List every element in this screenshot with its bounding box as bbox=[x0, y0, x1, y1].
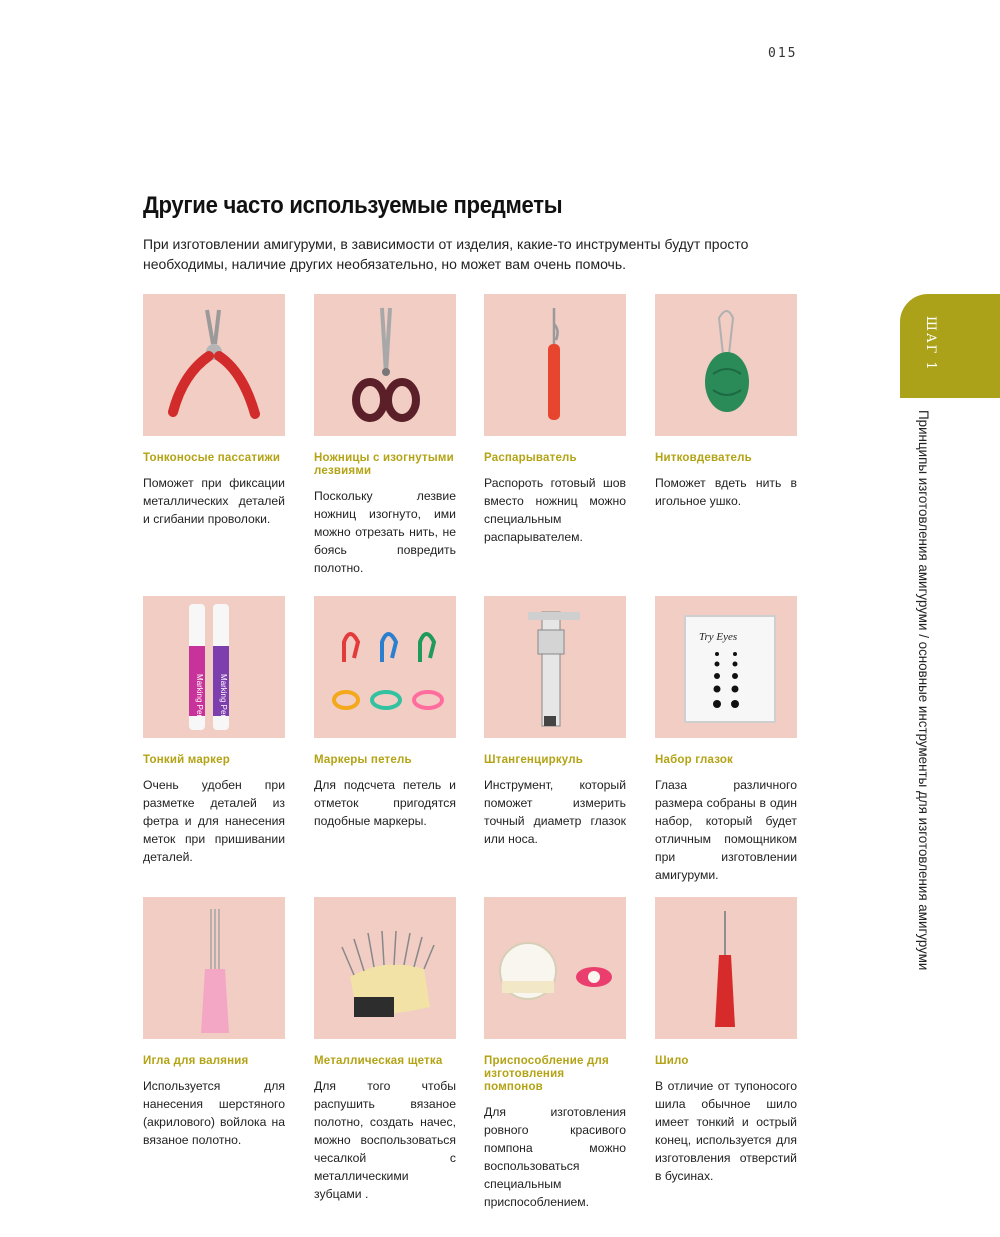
page-title: Другие часто используемые предметы bbox=[143, 192, 563, 219]
tools-grid bbox=[143, 294, 798, 1209]
tool-photo bbox=[655, 897, 797, 1039]
stitch-marker-icon bbox=[314, 596, 456, 738]
tool-description: Глаза различного размера собраны в один набор, который будет отличным помощником при изготовлении амигуруми. bbox=[655, 778, 797, 882]
tool-photo bbox=[143, 897, 285, 1039]
tool-title: Приспособление для изготовления помпонов bbox=[484, 1055, 609, 1093]
tool-title: Шило bbox=[655, 1055, 689, 1067]
tool-photo bbox=[655, 294, 797, 436]
tool-title: Нитковдеватель bbox=[655, 452, 752, 464]
tool-photo bbox=[655, 596, 797, 738]
tool-card bbox=[655, 897, 797, 1185]
pliers-icon bbox=[143, 294, 285, 436]
tool-card bbox=[484, 596, 626, 848]
tool-photo bbox=[484, 596, 626, 738]
tool-title: Набор глазок bbox=[655, 754, 734, 766]
tool-photo bbox=[484, 294, 626, 436]
seam-ripper-icon bbox=[484, 294, 626, 436]
marker-icon bbox=[143, 596, 285, 738]
tool-card bbox=[143, 897, 285, 1149]
intro-paragraph: При изготовлении амигуруми, в зависимости от изделия, какие-то инструменты будут просто необходимы, наличие других необязательно, но может вам очень помочь. bbox=[143, 236, 749, 272]
caliper-icon bbox=[484, 596, 626, 738]
wire-brush-icon bbox=[314, 897, 456, 1039]
felting-needle-icon bbox=[143, 897, 285, 1039]
tool-description: Поможет при фиксации металлических деталей и сгибании проволоки. bbox=[143, 476, 285, 526]
tool-title: Тонкий маркер bbox=[143, 754, 230, 766]
tool-title: Штангенциркуль bbox=[484, 754, 584, 766]
tool-title: Игла для валяния bbox=[143, 1055, 249, 1067]
tool-description: Поможет вдеть нить в игольное ушко. bbox=[655, 476, 797, 508]
tool-title: Маркеры петель bbox=[314, 754, 412, 766]
tool-title: Тонконосые пассатижи bbox=[143, 452, 281, 464]
scissors-icon bbox=[314, 294, 456, 436]
tool-description: Для подсчета петель и отметок пригодятся подобные маркеры. bbox=[314, 778, 456, 828]
eye-set-label: Try Eyes bbox=[699, 631, 738, 643]
tool-description: В отличие от тупоносого шила обычное шило имеет тонкий и острый конец, используется для изготовления отверстий в бусинах. bbox=[655, 1079, 797, 1183]
marker-label: Marking Pen bbox=[195, 674, 204, 719]
tool-description: Очень удобен при разметке деталей из фетра и для нанесения меток при пришивании деталей. bbox=[143, 778, 285, 864]
tool-card bbox=[314, 294, 456, 577]
tool-photo bbox=[143, 596, 285, 738]
tool-description: Поскольку лезвие ножниц изогнуто, ими можно отрезать нить, не боясь повредить полотно. bbox=[314, 489, 456, 575]
tool-photo bbox=[484, 897, 626, 1039]
tool-photo bbox=[314, 294, 456, 436]
tool-description: Для изготовления ровного красивого помпона можно воспользоваться специальным приспособлением. bbox=[484, 1105, 626, 1209]
tool-title: Распарыватель bbox=[484, 452, 577, 464]
tool-photo bbox=[314, 897, 456, 1039]
eye-set-icon bbox=[655, 596, 797, 738]
needle-threader-icon bbox=[655, 294, 797, 436]
tool-photo bbox=[143, 294, 285, 436]
tool-title: Ножницы с изогнутыми лезвиями bbox=[314, 452, 454, 477]
tool-card bbox=[143, 294, 285, 528]
tool-card bbox=[314, 596, 456, 830]
tool-description: Для того чтобы распушить вязаное полотно, создать начес, можно воспользоваться чесалкой с металлическими зубцами . bbox=[314, 1079, 456, 1201]
tool-card bbox=[484, 897, 626, 1211]
running-caption: Принципы изготовления амигуруми / основные инструменты для изготовления амигуруми bbox=[916, 410, 931, 971]
tool-card bbox=[484, 294, 626, 546]
tool-photo bbox=[314, 596, 456, 738]
tool-description: Инструмент, который поможет измерить точный диаметр глазок или носа. bbox=[484, 778, 626, 846]
tool-description: Используется для нанесения шерстяного (акрилового) войлока на вязаное полотно. bbox=[143, 1079, 285, 1147]
tool-description: Распороть готовый шов вместо ножниц можно специальным распарывателем. bbox=[484, 476, 626, 544]
tool-title: Металлическая щетка bbox=[314, 1055, 443, 1067]
chapter-tab-label: ШАГ 1 bbox=[923, 316, 938, 372]
chapter-tab bbox=[900, 294, 1000, 398]
tool-card bbox=[655, 596, 797, 884]
tool-card bbox=[314, 897, 456, 1203]
marker-label: Marking Pen bbox=[219, 674, 228, 719]
tool-card bbox=[143, 596, 285, 866]
tool-card bbox=[655, 294, 797, 510]
awl-icon bbox=[655, 897, 797, 1039]
page-number: 015 bbox=[768, 46, 798, 61]
pompom-maker-icon bbox=[484, 897, 626, 1039]
